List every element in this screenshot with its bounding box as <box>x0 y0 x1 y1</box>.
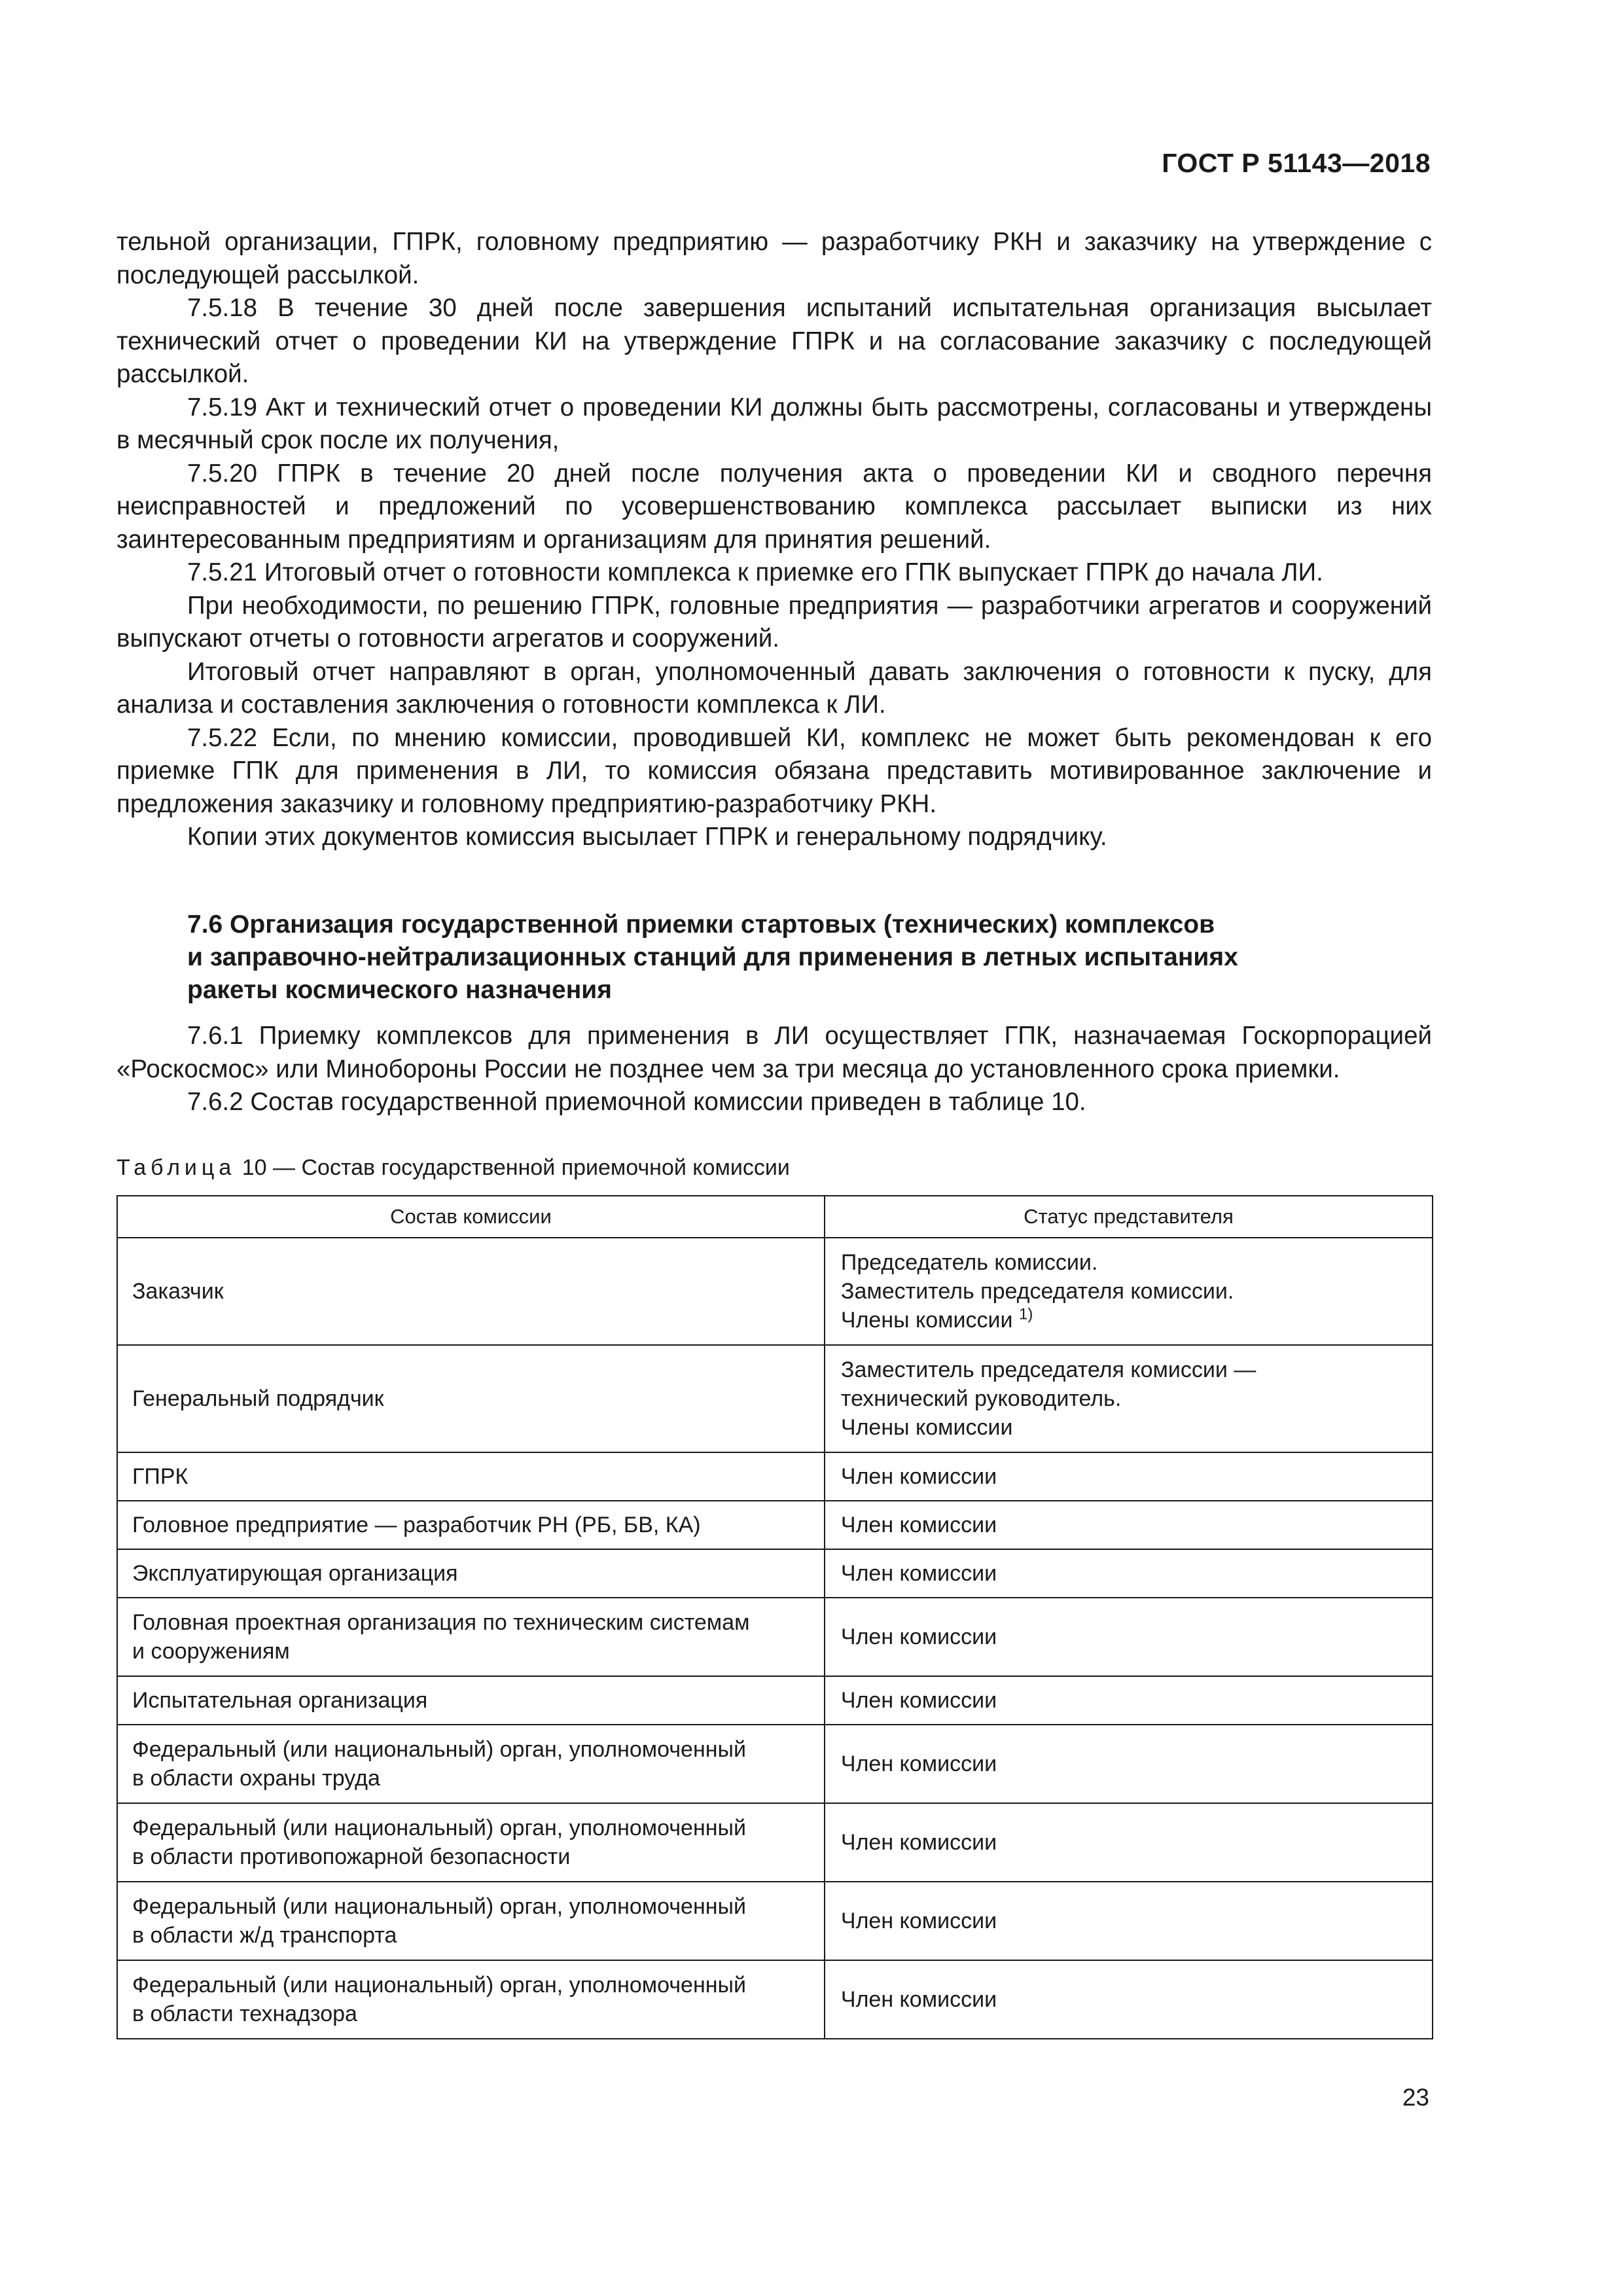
member-line: Федеральный (или национальный) орган, уполномоченный <box>132 1973 746 1998</box>
heading-line: и заправочно-нейтрализационных станций для применения в летных испытаниях <box>187 943 1238 971</box>
status-cell: Член комиссии <box>825 1803 1433 1882</box>
table-row <box>117 1960 1433 2039</box>
member-line: в области технадзора <box>132 2001 357 2026</box>
status-cell: Член комиссии <box>825 1598 1433 1676</box>
paragraph-7-5-19: 7.5.19 Акт и технический отчет о проведении КИ должны быть рассмотрены, согласованы и утверждены в месячный срок после их получения, <box>116 393 1432 454</box>
status-cell <box>825 1345 1433 1452</box>
member-line: Федеральный (или национальный) орган, уполномоченный <box>132 1816 746 1840</box>
status-cell: Член комиссии <box>825 1676 1433 1725</box>
status-line: технический руководитель. <box>840 1386 1122 1411</box>
table-row <box>117 1501 1433 1549</box>
table-row <box>117 1725 1433 1803</box>
member-cell: Эксплуатирующая организация <box>117 1549 825 1598</box>
body-text-top <box>116 226 1432 854</box>
page-number: 23 <box>1402 2084 1429 2111</box>
table-row <box>117 1803 1433 1882</box>
member-cell <box>117 1803 825 1882</box>
table-row <box>117 1452 1433 1501</box>
status-cell: Член комиссии <box>825 1452 1433 1501</box>
table-caption-text: 10 — Состав государственной приемочной комиссии <box>241 1155 790 1180</box>
status-cell: Член комиссии <box>825 1549 1433 1598</box>
table-caption <box>116 1155 790 1181</box>
status-line: Председатель комиссии. <box>840 1250 1098 1275</box>
paragraph-7-6-1: 7.6.1 Приемку комплексов для применения в ЛИ осуществляет ГПК, назначаемая Госкорпорацией «Роскосмос» или Минобороны России не позднее чем за три месяца до установленного срока приемки. <box>116 1022 1432 1083</box>
member-cell <box>117 1725 825 1803</box>
status-cell: Член комиссии <box>825 1882 1433 1960</box>
status-text: Члены комиссии <box>840 1308 1013 1333</box>
member-cell <box>117 1882 825 1960</box>
member-line: Федеральный (или национальный) орган, уполномоченный <box>132 1737 746 1762</box>
paragraph: Копии этих документов комиссия высылает ГПРК и генеральному подрядчику. <box>187 823 1107 851</box>
column-header-status: Статус представителя <box>825 1196 1433 1238</box>
member-cell: Головное предприятие — разработчик РН (РБ, БВ, КА) <box>117 1501 825 1549</box>
table-row <box>117 1238 1433 1345</box>
heading-line: 7.6 Организация государственной приемки стартовых (технических) комплексов <box>187 910 1215 939</box>
section-heading-7-6 <box>187 908 1431 1007</box>
paragraph-7-6-2: 7.6.2 Состав государственной приемочной комиссии приведен в таблице 10. <box>187 1088 1086 1116</box>
table-caption-label: Таблица <box>116 1155 236 1180</box>
member-cell: Заказчик <box>117 1238 825 1345</box>
status-line <box>841 1306 1418 1335</box>
member-line: и сооружениям <box>132 1639 290 1664</box>
table-row <box>117 1345 1433 1452</box>
paragraph-7-5-21: 7.5.21 Итоговый отчет о готовности комплекса к приемке его ГПК выпускает ГПРК до начала ЛИ. <box>187 558 1323 586</box>
member-cell: Генеральный подрядчик <box>117 1345 825 1452</box>
member-line: Головная проектная организация по техническим системам <box>132 1610 750 1635</box>
table-row <box>117 1598 1433 1676</box>
footnote-marker: 1) <box>1018 1305 1033 1323</box>
member-cell <box>117 1598 825 1676</box>
paragraph: Итоговый отчет направляют в орган, уполномоченный давать заключения о готовности к пуску, для анализа и составления заключения о готовности комплекса к ЛИ. <box>116 657 1432 719</box>
paragraph-7-5-20: 7.5.20 ГПРК в течение 20 дней после получения акта о проведении КИ и сводного перечня неисправностей и предложений по усовершенствованию комплекса рассылает выписки из них заинтересованным предприятиям и организациям для принятия решений. <box>116 459 1432 554</box>
member-cell: Испытательная организация <box>117 1676 825 1725</box>
document-id-header: ГОСТ Р 51143—2018 <box>1162 148 1431 178</box>
member-cell: ГПРК <box>117 1452 825 1501</box>
table-row <box>117 1882 1433 1960</box>
member-line: в области противопожарной безопасности <box>132 1844 571 1869</box>
heading-line: ракеты космического назначения <box>187 976 613 1004</box>
member-line: Федеральный (или национальный) орган, уполномоченный <box>132 1894 746 1919</box>
status-cell: Член комиссии <box>825 1960 1433 2039</box>
committee-table <box>116 1195 1433 2039</box>
paragraph-7-5-22: 7.5.22 Если, по мнению комиссии, проводившей КИ, комплекс не может быть рекомендован к его приемке ГПК для применения в ЛИ, то комиссия обязана представить мотивированное заключение и предложения заказчику и головному предприятию-разработчику РКН. <box>116 723 1432 818</box>
member-line: в области охраны труда <box>132 1766 380 1791</box>
status-cell: Член комиссии <box>825 1501 1433 1549</box>
paragraph-7-5-18: 7.5.18 В течение 30 дней после завершения испытаний испытательная организация высылает технический отчет о проведении КИ на утверждение ГПРК и на согласование заказчику с последующей рассылкой. <box>116 294 1432 388</box>
member-cell <box>117 1960 825 2039</box>
paragraph: тельной организации, ГПРК, головному предприятию — разработчику РКН и заказчику на утверждение с последующей рассылкой. <box>116 228 1432 289</box>
status-line: Заместитель председателя комиссии — <box>840 1357 1257 1382</box>
paragraph: При необходимости, по решению ГПРК, головные предприятия — разработчики агрегатов и сооружений выпускают отчеты о готовности агрегатов и сооружений. <box>116 591 1432 653</box>
table-row <box>117 1676 1433 1725</box>
section-body <box>116 1020 1432 1119</box>
status-cell <box>825 1238 1433 1345</box>
table-header-row <box>117 1196 1433 1238</box>
member-line: в области ж/д транспорта <box>132 1923 397 1948</box>
status-line: Члены комиссии <box>840 1415 1013 1440</box>
status-line: Заместитель председателя комиссии. <box>840 1279 1234 1304</box>
column-header-member: Состав комиссии <box>117 1196 825 1238</box>
status-cell: Член комиссии <box>825 1725 1433 1803</box>
table-row <box>117 1549 1433 1598</box>
